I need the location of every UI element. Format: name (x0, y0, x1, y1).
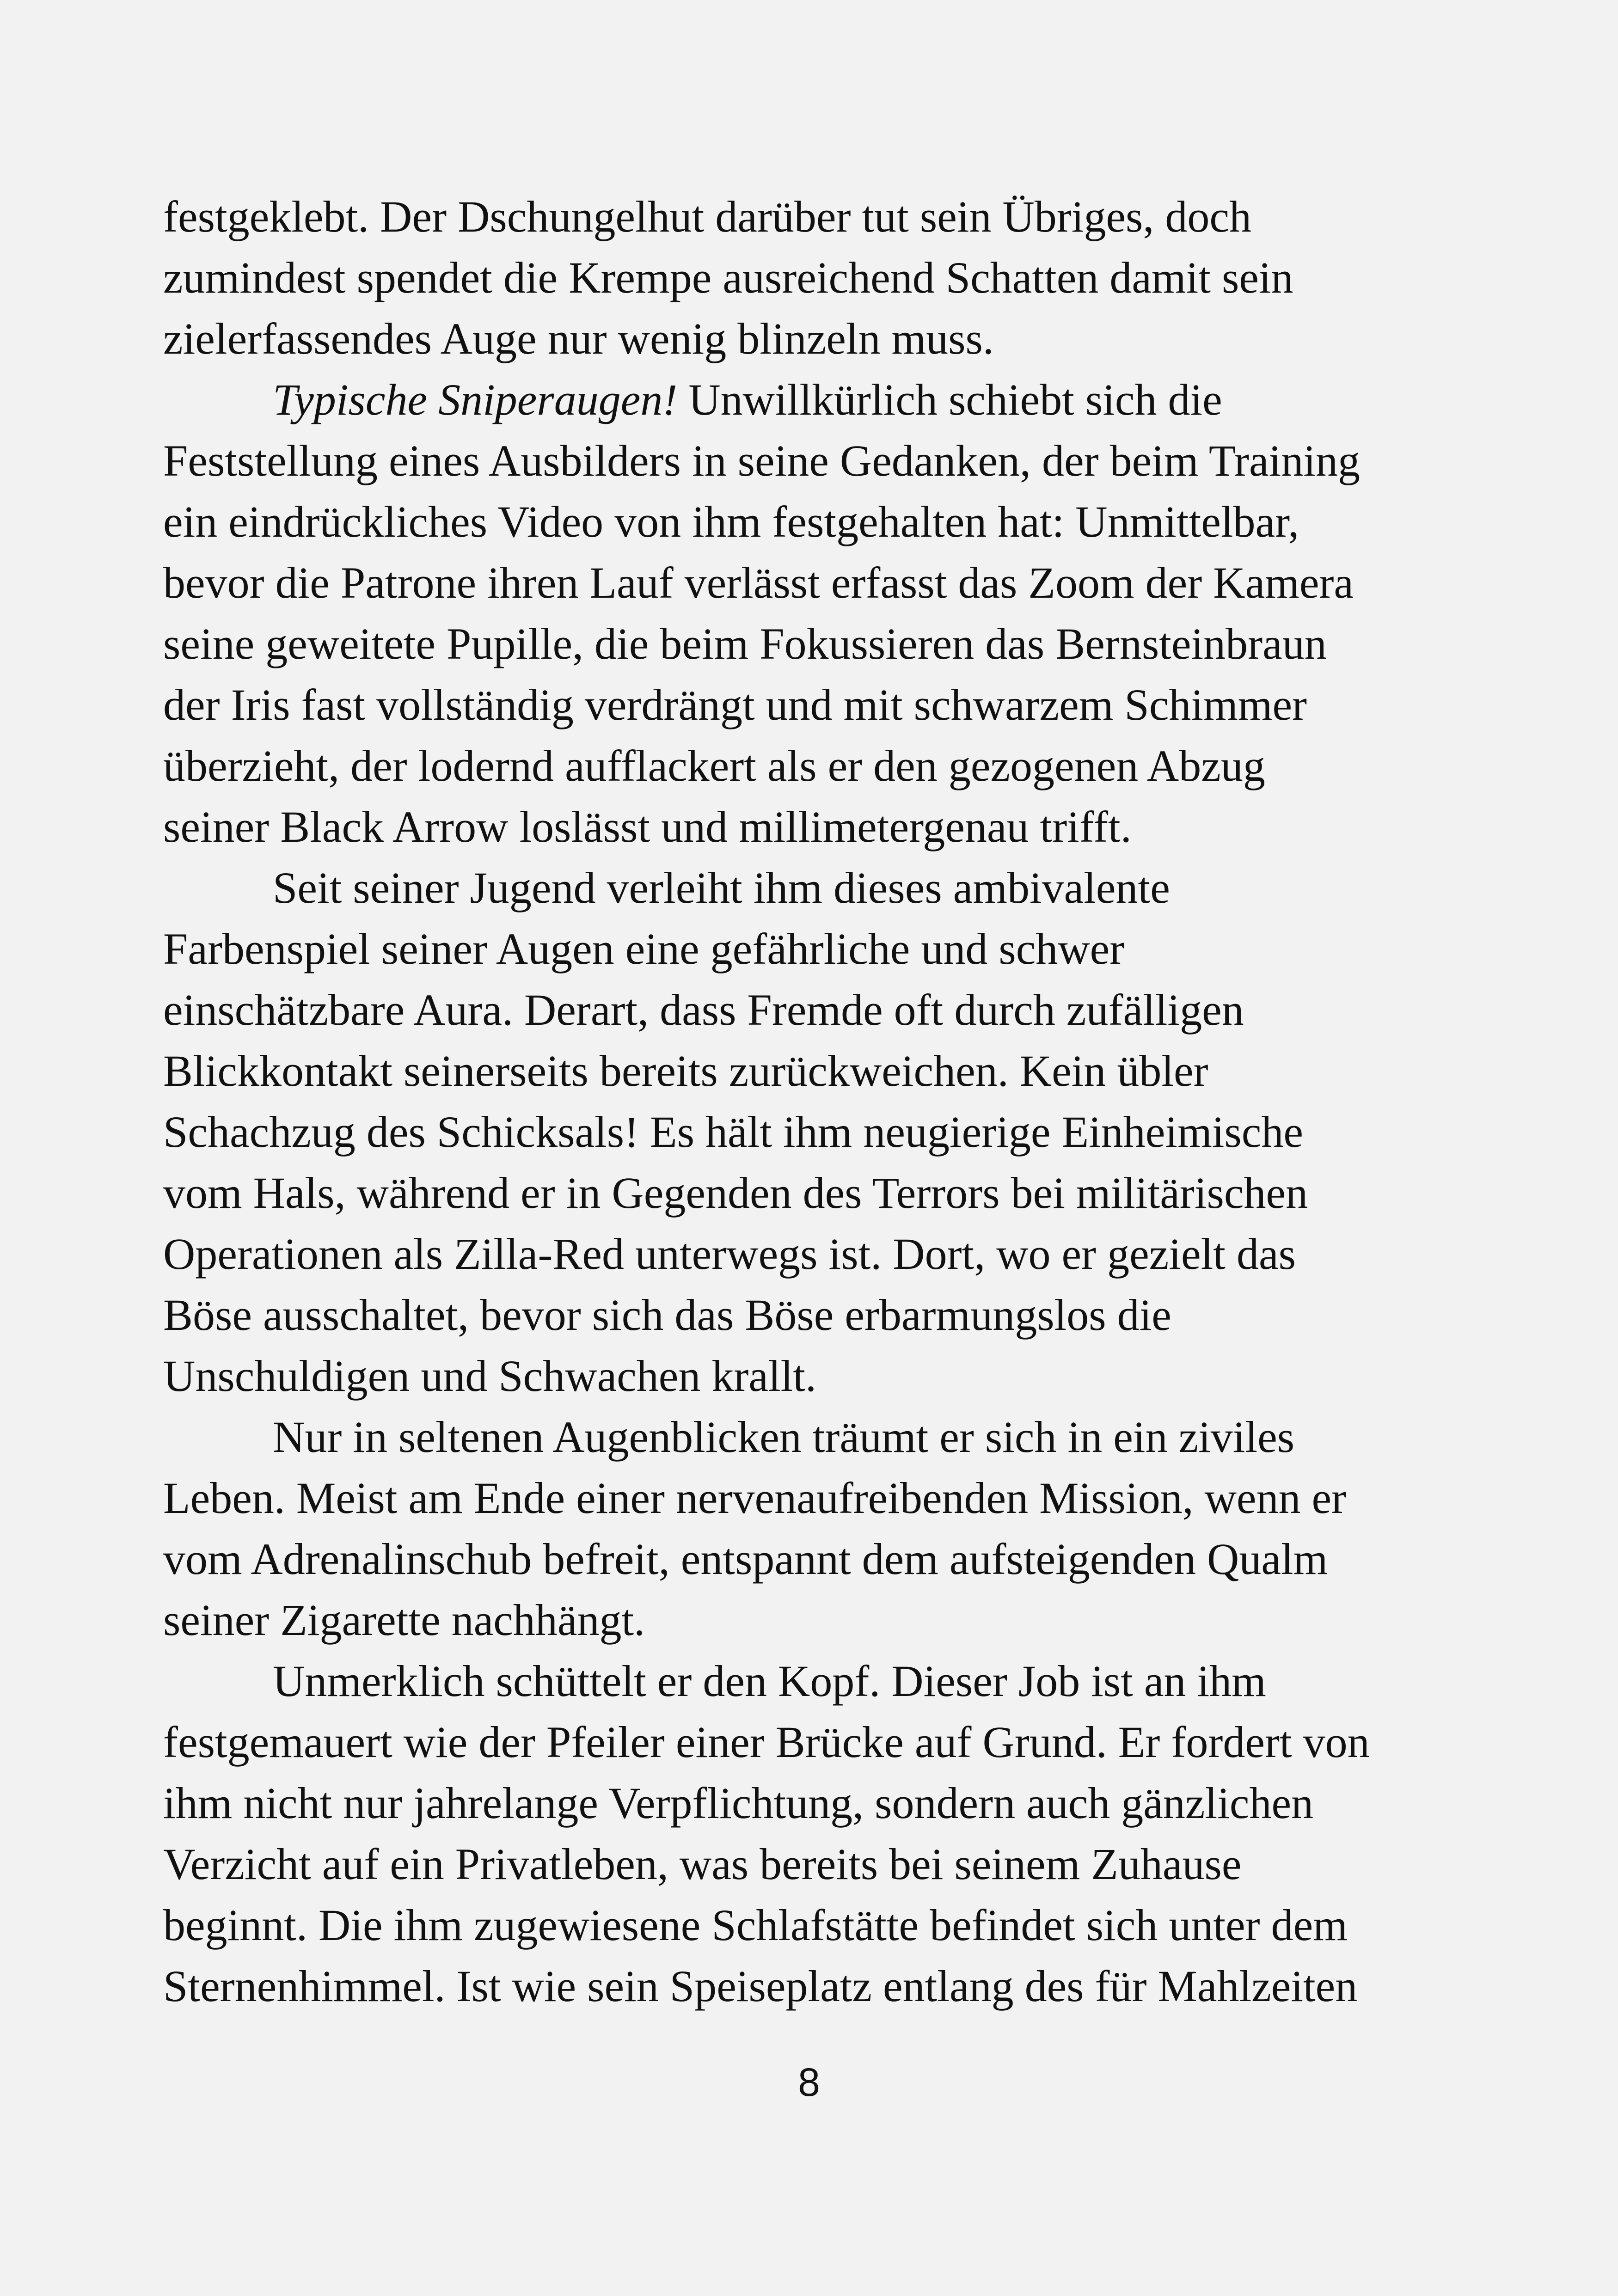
text-line: seine geweitete Pupille, die beim Fokussieren das Bernsteinbraun (163, 619, 1327, 668)
text-line: beginnt. Die ihm zugewiesene Schlafstätte befindet sich unter dem (163, 1900, 1348, 1950)
text-line: Sternenhimmel. Ist wie sein Speiseplatz entlang des für Mahlzeiten (163, 1961, 1358, 2011)
text-line: überzieht, der lodernd aufflackert als er den gezogenen Abzug (163, 741, 1265, 790)
text-line: Feststellung eines Ausbilders in seine Gedanken, der beim Training (163, 436, 1360, 485)
text-line: festgeklebt. Der Dschungelhut darüber tut sein Übriges, doch (163, 192, 1252, 241)
text-line: festgemauert wie der Pfeiler einer Brücke auf Grund. Er fordert von (163, 1717, 1370, 1767)
text-line: Operationen als Zilla-Red unterwegs ist. Dort, wo er gezielt das (163, 1229, 1296, 1279)
text-line-paragraph-start (163, 369, 1448, 430)
text-line: seiner Black Arrow loslässt und millimetergenau trifft. (163, 802, 1132, 851)
text-line: vom Hals, während er in Gegenden des Terrors bei militärischen (163, 1168, 1308, 1218)
page-number: 8 (798, 2060, 820, 2105)
text-line: der Iris fast vollständig verdrängt und mit schwarzem Schimmer (163, 680, 1307, 729)
text-line: Böse ausschaltet, bevor sich das Böse erbarmungslos die (163, 1290, 1171, 1340)
text-line: vom Adrenalinschub befreit, entspannt dem aufsteigenden Qualm (163, 1534, 1328, 1584)
text-line-paragraph-start: Unmerklich schüttelt er den Kopf. Dieser Job ist an ihm (273, 1656, 1266, 1706)
text-line: Farbenspiel seiner Augen eine gefährliche und schwer (163, 924, 1125, 974)
text-line: zielerfassendes Auge nur wenig blinzeln muss. (163, 314, 994, 363)
text-line: zumindest spendet die Krempe ausreichend Schatten damit sein (163, 253, 1293, 302)
emphasized-phrase: Typische Sniperaugen! (273, 375, 678, 424)
text-line-paragraph-start: Nur in seltenen Augenblicken träumt er sich in ein ziviles (273, 1412, 1295, 1462)
text-line: Blickkontakt seinerseits bereits zurückweichen. Kein übler (163, 1046, 1208, 1096)
text-line: ihm nicht nur jahrelange Verpflichtung, sondern auch gänzlichen (163, 1778, 1314, 1828)
text-line: Schachzug des Schicksals! Es hält ihm neugierige Einheimische (163, 1107, 1303, 1157)
text-line: Leben. Meist am Ende einer nervenaufreibenden Mission, wenn er (163, 1473, 1347, 1523)
text-line: bevor die Patrone ihren Lauf verlässt erfasst das Zoom der Kamera (163, 558, 1354, 607)
text-line-paragraph-start: Seit seiner Jugend verleiht ihm dieses ambivalente (273, 863, 1170, 912)
text-line: ein eindrückliches Video von ihm festgehalten hat: Unmittelbar, (163, 497, 1299, 546)
text-line: Verzicht auf ein Privatleben, was bereits bei seinem Zuhause (163, 1839, 1242, 1889)
text-line: seiner Zigarette nachhängt. (163, 1595, 645, 1645)
text-line-rest: Unwillkürlich schiebt sich die (677, 375, 1222, 424)
text-line: einschätzbare Aura. Derart, dass Fremde oft durch zufälligen (163, 985, 1244, 1035)
body-text (163, 186, 1448, 2017)
text-line: Unschuldigen und Schwachen krallt. (163, 1351, 816, 1401)
